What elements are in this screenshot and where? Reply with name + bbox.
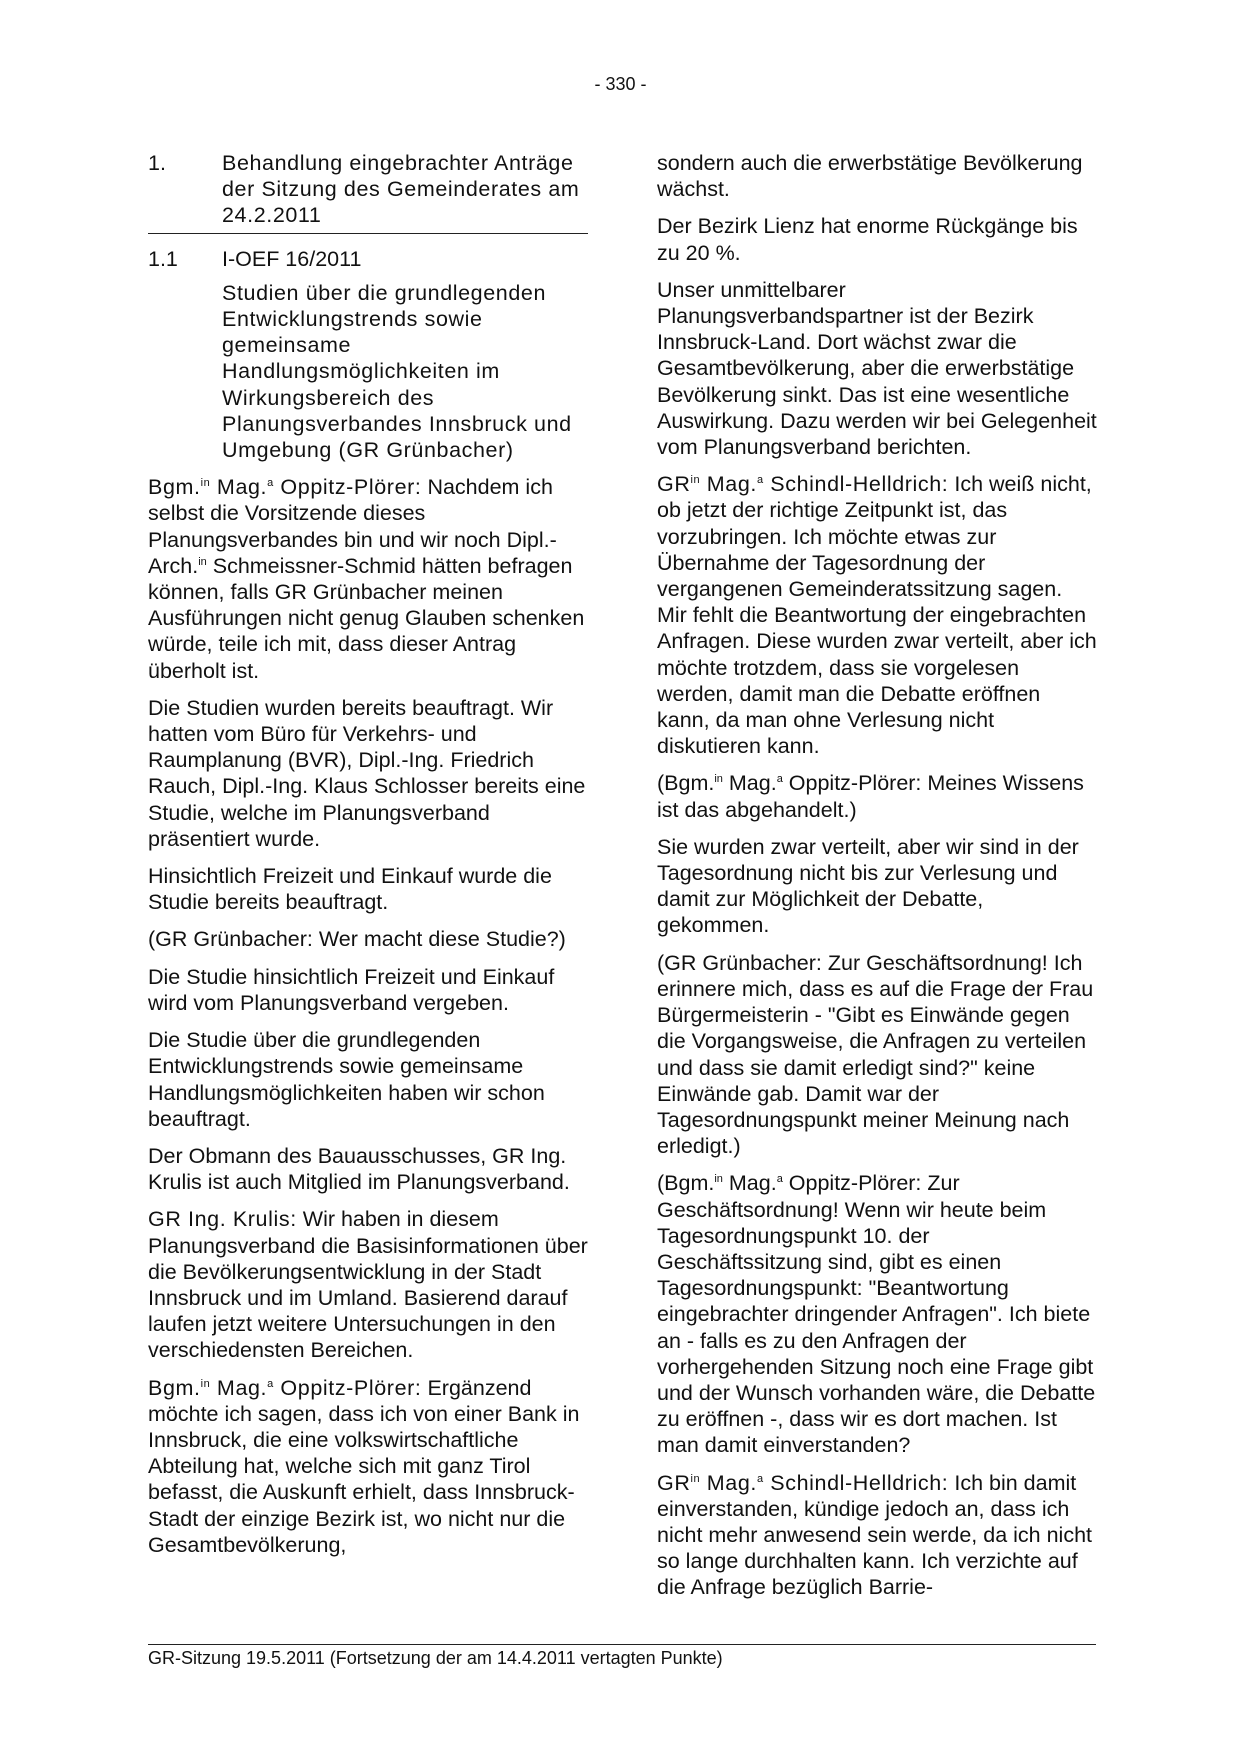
right-column: [657, 150, 1097, 1612]
speaker: Bgm.$^{in}$ Mag.$^a$ Oppitz-Plörer:: [148, 475, 422, 500]
agenda-subitem-number: 1.1: [148, 246, 178, 271]
agenda-item-number: 1.: [148, 151, 166, 175]
paragraph: sondern auch die erwerbstätige Bevölkerung wächst.: [657, 151, 1083, 202]
paragraph: (GR Grünbacher: Wer macht diese Studie?): [148, 927, 566, 952]
page-footer: GR-Sitzung 19.5.2011 (Fortsetzung der am 14.4.2011 vertagten Punkte): [148, 1644, 1096, 1669]
paragraph-oppitz-1: Bgm.$^{in}$ Mag.$^a$ Oppitz-Plörer: Nachdem ich selbst die Vorsitzende dieses Planungsverbandes bin und wir noch Dipl.-Arch.$^{in}$ Schmeissner-Schmid hätten befragen können, falls GR Grünbacher meinen Ausführungen nicht genug Glauben schenken würde, teile ich mit, dass dieser Antrag überholt ist.: [148, 475, 585, 683]
paragraph: Sie wurden zwar verteilt, aber wir sind in der Tagesordnung nicht bis zur Verlesung und damit zur Möglichkeit der Debatte, gekommen.: [657, 834, 1079, 938]
agenda-item: [148, 150, 588, 234]
agenda-subitem-title: Studien über die grundlegenden Entwicklungstrends sowie gemeinsame Handlungsmöglichkeiten im Wirkungsbereich des Planungsverbandes Innsbruck und Umgebung (GR Grünbacher): [222, 280, 572, 463]
speaker: GR Ing. Krulis:: [148, 1207, 297, 1232]
speaker: $GR^{in}$ Mag.$^a$ Schindl-Helldrich:: [657, 472, 949, 497]
paragraph: Der Obmann des Bauausschusses, GR Ing. Krulis ist auch Mitglied im Planungsverband.: [148, 1143, 570, 1195]
left-column: [148, 150, 588, 1569]
paragraph-schindl-2: $GR^{in}$ Mag.$^a$ Schindl-Helldrich: Ich bin damit einverstanden, kündige jedoch an, dass ich nicht mehr anwesend sein werde, da ich nicht so lange durchhalten kann. Ich verzichte auf die Anfrage bezüglich Barrie-: [657, 1470, 1093, 1600]
speaker: Bgm.$^{in}$ Mag.$^a$ Oppitz-Plörer:: [148, 1375, 422, 1400]
paragraph: Die Studie über die grundlegenden Entwicklungstrends sowie gemeinsame Handlungsmöglichkeiten haben wir schon beauftragt.: [148, 1028, 545, 1131]
paragraph-interjection: (GR Grünbacher: Zur Geschäftsordnung! Ich erinnere mich, dass es auf die Frage der Frau Bürgermeisterin - "Gibt es Einwände gegen die Vorgangsweise, die Anfragen zu verteilen und dass sie damit erledigt sind?" keine Einwände gab. Damit war der Tagesordnungspunkt meiner Meinung nach erledigt.): [657, 950, 1094, 1159]
paragraph-krulis: GR Ing. Krulis: Wir haben in diesem Planungsverband die Basisinformationen über die Bevölkerungsentwicklung in der Stadt Innsbruck und im Umland. Basierend darauf laufen jetzt weitere Untersuchungen in den verschiedensten Bereichen.: [148, 1207, 588, 1363]
agenda-item-title: Behandlung eingebrachter Anträge der Sitzung des Gemeinderates am 24.2.2011: [222, 151, 580, 228]
page-number: - 330 -: [594, 74, 647, 94]
agenda-subitem-code: I-OEF 16/2011: [222, 246, 362, 271]
paragraph: Der Bezirk Lienz hat enorme Rückgänge bis zu 20 %.: [657, 214, 1078, 265]
paragraph: Die Studien wurden bereits beauftragt. Wir hatten vom Büro für Verkehrs- und Raumplanung (BVR), Dipl.-Ing. Friedrich Rauch, Dipl.-Ing. Klaus Schlosser bereits eine Studie, welche im Planungsverband präsentiert wurde.: [148, 695, 586, 851]
paragraph-schindl-1: $GR^{in}$ Mag.$^a$ Schindl-Helldrich: Ich weiß nicht, ob jetzt der richtige Zeitpunkt ist, das vorzubringen. Ich möchte etwas zur Übernahme der Tagesordnung der vergangenen Gemeinderatssitzung sagen. Mir fehlt die Beantwortung der eingebrachten Anfragen. Diese wurden zwar verteilt, aber ich möchte trotzdem, dass sie vorgelesen werden, damit man die Debatte eröffnen kann, da man ohne Verlesung nicht diskutieren kann.: [657, 472, 1097, 759]
paragraph: Die Studie hinsichtlich Freizeit und Einkauf wird vom Planungsverband vergeben.: [148, 964, 555, 1015]
paragraph-oppitz-2: Bgm.$^{in}$ Mag.$^a$ Oppitz-Plörer: Ergänzend möchte ich sagen, dass ich von einer Bank in Innsbruck, die eine volkswirtschaftliche Abteilung hat, welche sich mit ganz Tirol befasst, die Auskunft erhielt, dass Innsbruck-Stadt der einzige Bezirk ist, wo nicht nur die Gesamtbevölkerung,: [148, 1375, 580, 1557]
speaker: $GR^{in}$ Mag.$^a$ Schindl-Helldrich:: [657, 1470, 949, 1495]
paragraph: Unser unmittelbarer Planungsverbandspartner ist der Bezirk Innsbruck-Land. Dort wächst zwar die Gesamtbevölkerung, aber die erwerbstätige Bevölkerung sinkt. Das ist eine wesentliche Auswirkung. Dazu werden wir bei Gelegenheit vom Planungsverband berichten.: [657, 277, 1097, 460]
paragraph-interjection: (Bgm.$^{in}$ Mag.$^a$ Oppitz-Plörer: Meines Wissens ist das abgehandelt.): [657, 771, 1084, 822]
paragraph: Hinsichtlich Freizeit und Einkauf wurde die Studie bereits beauftragt.: [148, 864, 552, 915]
agenda-subitem: [148, 246, 588, 272]
paragraph-interjection: (Bgm.$^{in}$ Mag.$^a$ Oppitz-Plörer: Zur Geschäftsordnung! Wenn wir heute beim Tagesordnungspunkt 10. der Geschäftssitzung sind, gibt es einen Tagesordnungspunkt: "Beantwortung eingebrachter dringender Anfragen". Ich biete an - falls es zu den Anfragen der vorhergehenden Sitzung noch eine Frage gibt und der Wunsch vorhanden wäre, die Debatte zu eröffnen -, dass wir es dort machen. Ist man damit einverstanden?: [657, 1171, 1096, 1458]
